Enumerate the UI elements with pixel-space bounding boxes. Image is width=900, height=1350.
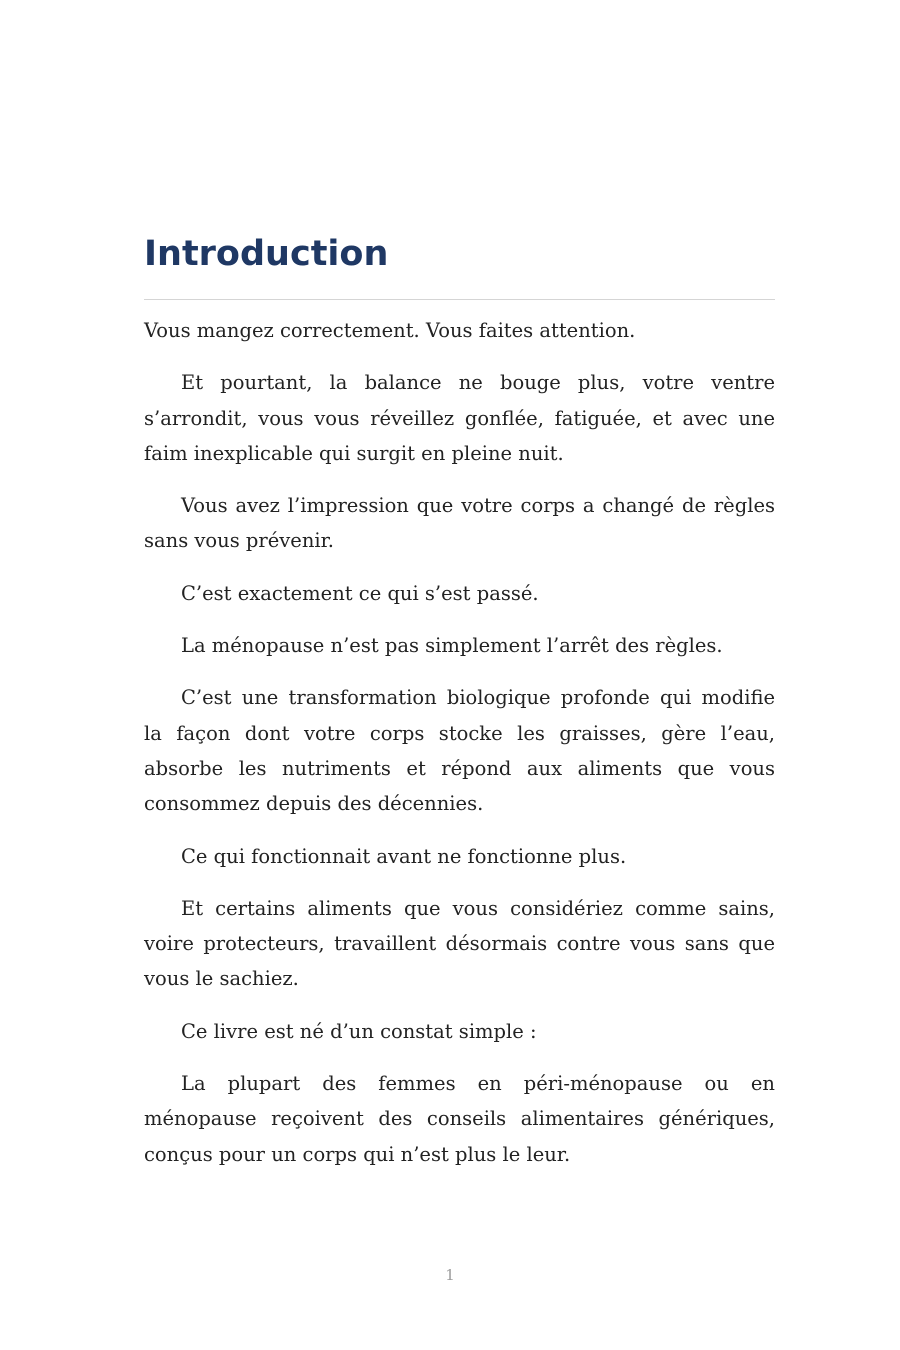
paragraph: Et pourtant, la balance ne bouge plus, votre ventre s’arrondit, vous vous réveillez gonflée, fatiguée, et avec une faim inexplicable qui surgit en pleine nuit.: [144, 371, 775, 465]
page-content: [144, 232, 775, 1189]
paragraph: Ce livre est né d’un constat simple :: [181, 1019, 537, 1043]
paragraph: Et certains aliments que vous considériez comme sains, voire protecteurs, travaillent désormais contre vous sans que vous le sachiez.: [144, 896, 775, 991]
paragraph: C’est exactement ce qui s’est passé.: [181, 581, 539, 605]
body-text: [144, 313, 775, 1172]
paragraph: La ménopause n’est pas simplement l’arrêt des règles.: [181, 634, 723, 658]
title-divider: [144, 299, 775, 300]
paragraph: Ce qui fonctionnait avant ne fonctionne plus.: [181, 844, 627, 868]
paragraph: Vous avez l’impression que votre corps a changé de règles sans vous prévenir.: [144, 494, 775, 553]
paragraph: La plupart des femmes en péri-ménopause ou en ménopause reçoivent des conseils alimentaires génériques, conçus pour un corps qui n’est plus le leur.: [144, 1072, 775, 1166]
page-number: 1: [445, 1266, 455, 1284]
chapter-title: Introduction: [144, 234, 389, 274]
paragraph: Vous mangez correctement. Vous faites attention.: [144, 319, 636, 342]
paragraph: C’est une transformation biologique profonde qui modifie la façon dont votre corps stocke les graisses, gère l’eau, absorbe les nutriments et répond aux aliments que vous consommez depuis des décennies.: [144, 686, 775, 816]
